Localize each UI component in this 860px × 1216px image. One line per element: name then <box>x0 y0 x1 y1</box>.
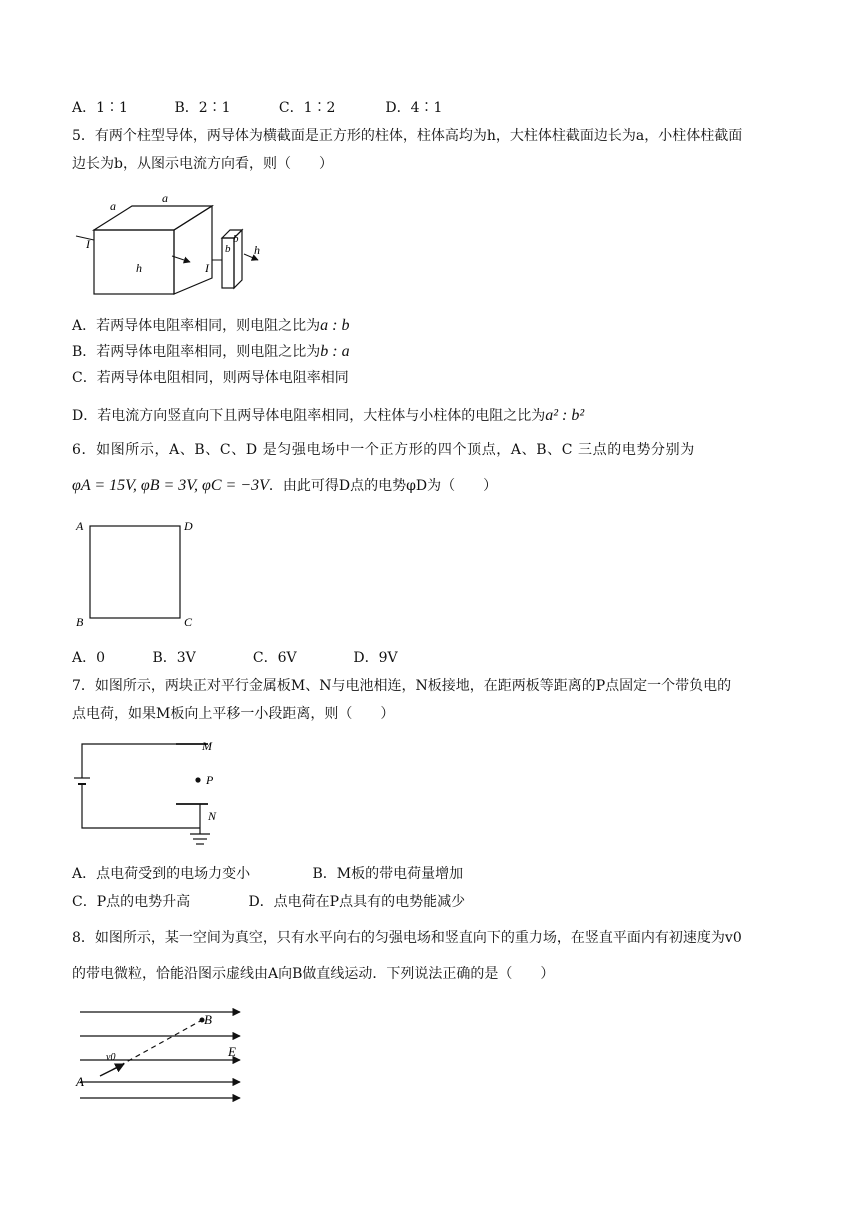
q6-stem-line2: φA = 15V, φB = 3V, φC = −3V．由此可得D点的电势φD为（ ） <box>72 477 498 494</box>
q4-option-d: D．4∶1 <box>385 100 443 116</box>
label-C: C <box>184 615 193 629</box>
circuit <box>74 744 210 844</box>
label-E: E <box>228 1044 236 1059</box>
q7-option-a: A．点电荷受到的电场力变小 <box>72 866 251 882</box>
q6-option-c: C．6V <box>252 650 297 666</box>
label-b1: b <box>225 243 231 255</box>
q6-stem-line1: 6．如图所示，A、B、C、D 是匀强电场中一个正方形的四个顶点，A、B、C 三点的电势分别为 <box>72 442 695 458</box>
label-I-big: I <box>86 237 90 251</box>
label-N: N <box>208 809 217 823</box>
label-h-big: h <box>136 261 142 275</box>
q6-option-b: B．3V <box>152 650 196 666</box>
label-b2: b <box>233 233 239 245</box>
q5-option-c: C．若两导体电阻相同，则两导体电阻率相同 <box>72 370 349 386</box>
label-A: A <box>76 519 84 533</box>
q8-figure <box>72 1002 252 1108</box>
square <box>90 526 180 618</box>
q6-option-a: A．0 <box>72 650 106 666</box>
q6-stem-math: φA = 15V, φB = 3V, φC = −3V <box>72 477 269 494</box>
field-lines <box>80 1012 240 1098</box>
q7-options-row2 <box>72 892 465 912</box>
big-cube-wire <box>76 236 94 240</box>
label-M: M <box>202 739 212 753</box>
velocity-arrow <box>100 1064 124 1076</box>
label-I-small: I <box>205 261 209 275</box>
q7-option-d: D．点电荷在P点具有的电势能减少 <box>248 894 466 910</box>
label-P: P <box>206 773 214 787</box>
label-h-small: h <box>254 243 260 257</box>
q5-option-b-math: b : a <box>320 343 350 360</box>
q5-figure <box>72 188 282 300</box>
label-B: B <box>76 615 84 629</box>
q7-options-row1 <box>72 864 463 884</box>
big-cube <box>94 206 212 294</box>
big-current-arrow <box>172 256 190 262</box>
point-P <box>195 777 200 782</box>
q7-figure <box>72 734 232 854</box>
q5-stem-line1: 5．有两个柱型导体，两导体为横截面是正方形的柱体，柱体高均为h，大柱体柱截面边长为a，小柱体柱截面 <box>72 128 743 144</box>
q7-option-b: B．M板的带电荷量增加 <box>312 866 464 882</box>
label-a1: a <box>110 199 116 213</box>
q6-figure <box>72 516 202 632</box>
q8-stem-line1: 8．如图所示，某一空间为真空，只有水平向右的匀强电场和竖直向下的重力场，在竖直平面内有初速度为v0 <box>72 930 742 946</box>
q7-stem-line1: 7．如图所示，两块正对平行金属板M、N与电池相连，N板接地，在距两板等距离的P点固定一个带负电的 <box>72 678 732 694</box>
q4-option-c: C．1∶2 <box>278 100 336 116</box>
q5-option-a-math: a : b <box>320 317 350 334</box>
small-prism <box>222 230 242 288</box>
q7-option-c: C．P点的电势升高 <box>72 894 191 910</box>
q5-option-a: A．若两导体电阻率相同，则电阻之比为a : b <box>72 317 350 334</box>
q4-option-b: B．2∶1 <box>174 100 231 116</box>
q6-options <box>72 648 398 668</box>
label-A: A <box>76 1074 84 1089</box>
q5-option-b: B．若两导体电阻率相同，则电阻之比为b : a <box>72 343 350 360</box>
q4-option-a: A．1∶1 <box>72 100 128 116</box>
label-D: D <box>184 519 193 533</box>
trajectory <box>112 1020 202 1070</box>
label-v0: v0 <box>106 1052 116 1063</box>
q5-stem-line2: 边长为b，从图示电流方向看，则（ ） <box>72 156 333 172</box>
q4-options <box>72 98 442 118</box>
q6-option-d: D．9V <box>353 650 398 666</box>
q5-option-d-math: a² : b² <box>545 407 585 424</box>
q7-stem-line2: 点电荷，如果M板向上平移一小段距离，则（ ） <box>72 706 395 722</box>
label-a2: a <box>162 191 168 205</box>
q8-stem-line2: 的带电微粒，恰能沿图示虚线由A向B做直线运动．下列说法正确的是（ ） <box>72 966 555 982</box>
label-B: B <box>204 1012 212 1027</box>
q5-option-d: D．若电流方向竖直向下且两导体电阻率相同，大柱体与小柱体的电阻之比为a² : b² <box>72 407 585 424</box>
